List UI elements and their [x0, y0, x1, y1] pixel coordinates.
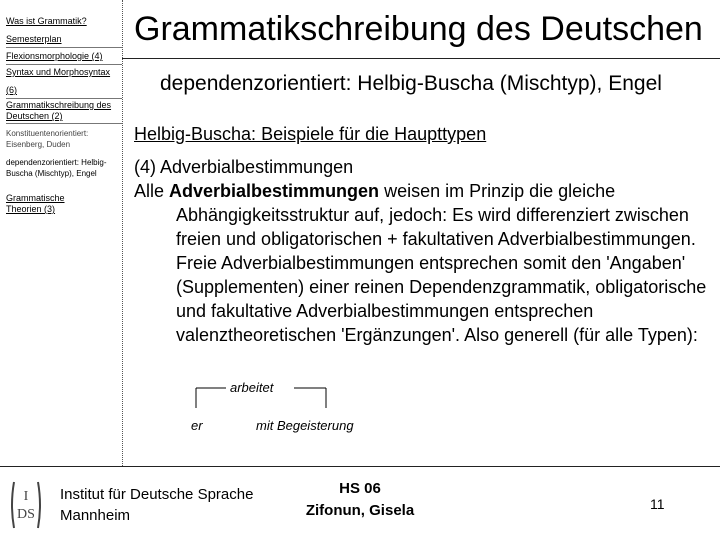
item-label: (4) Adverbialbestimmungen [134, 157, 354, 177]
title-divider [122, 58, 720, 59]
ids-logo [8, 478, 44, 532]
nav-link-semesterplan[interactable]: Semesterplan [6, 34, 62, 44]
ids-logo-icon [8, 478, 44, 532]
page-title: Grammatikschreibung des Deutschen [134, 10, 703, 48]
nav-divider [6, 98, 122, 99]
nav-link-flexionsmorphologie[interactable]: Flexionsmorphologie (4) [6, 51, 103, 61]
diagram-left-dependent: er [191, 418, 203, 433]
nav-item-konstituentenorientiert[interactable]: Konstituentenorientiert: Eisenberg, Duden [6, 129, 89, 149]
nav-divider [6, 47, 122, 48]
nav-divider [6, 123, 122, 124]
section-heading: Helbig-Buscha: Beispiele für die Haupttypen [134, 124, 487, 144]
diagram-root: arbeitet [230, 380, 274, 395]
para-start: Alle [134, 181, 170, 201]
sidebar-separator [122, 0, 123, 466]
nav-link-grammatische-theorien[interactable]: Grammatische Theorien (3) [6, 193, 65, 214]
svg-text:I: I [23, 489, 29, 504]
nav-link-grammatikschreibung[interactable]: Grammatikschreibung des Deutschen (2) [6, 100, 112, 121]
nav-item-dependenzorientiert-current[interactable]: dependenzorientiert: Helbig-Buscha (Mischtyp), Engel [6, 158, 107, 178]
body-paragraph [134, 179, 710, 347]
page-subtitle: dependenzorientiert: Helbig-Buscha (Mischtyp), Engel [160, 72, 662, 95]
page-number: 11 [650, 496, 665, 512]
nav-divider [6, 64, 122, 65]
course-code: HS 06 [339, 480, 381, 497]
institute-line2: Mannheim [60, 507, 131, 524]
nav-link-was-ist-grammatik[interactable]: Was ist Grammatik? [6, 16, 87, 26]
institute-name [60, 484, 253, 526]
para-bold-term: Adverbialbestimmungen [169, 181, 380, 201]
nav-link-syntax-morphosyntax[interactable]: Syntax und Morphosyntax [6, 67, 111, 77]
para-rest: weisen im Prinzip die gleiche Abhängigkeitsstruktur auf, jedoch: Es wird differenziert zwischen freien und obligatorischen + fakultativen Adverbialbestimmungen. Freie Adverbialbestimmungen entsprechen somit den 'Angaben' (Supplementen) einer reinen Dependenzgrammatik, obligatorische und fakultative Adverbialbestimmungen entsprechen valenztheoretischen 'Ergänzungen'. Also generell (für alle Typen): [176, 181, 707, 345]
sidebar-nav [6, 0, 122, 466]
course-info [298, 478, 422, 522]
main-content [134, 155, 710, 347]
institute-line1: Institut für Deutsche Sprache [60, 486, 254, 503]
dependency-diagram [186, 378, 386, 438]
svg-text:DS: DS [17, 507, 35, 522]
diagram-right-dependent: mit Begeisterung [256, 418, 354, 433]
footer-divider [0, 466, 720, 467]
author-name: Zifonun, Gisela [305, 502, 415, 519]
nav-link-syntax-count[interactable]: (6) [6, 85, 17, 95]
